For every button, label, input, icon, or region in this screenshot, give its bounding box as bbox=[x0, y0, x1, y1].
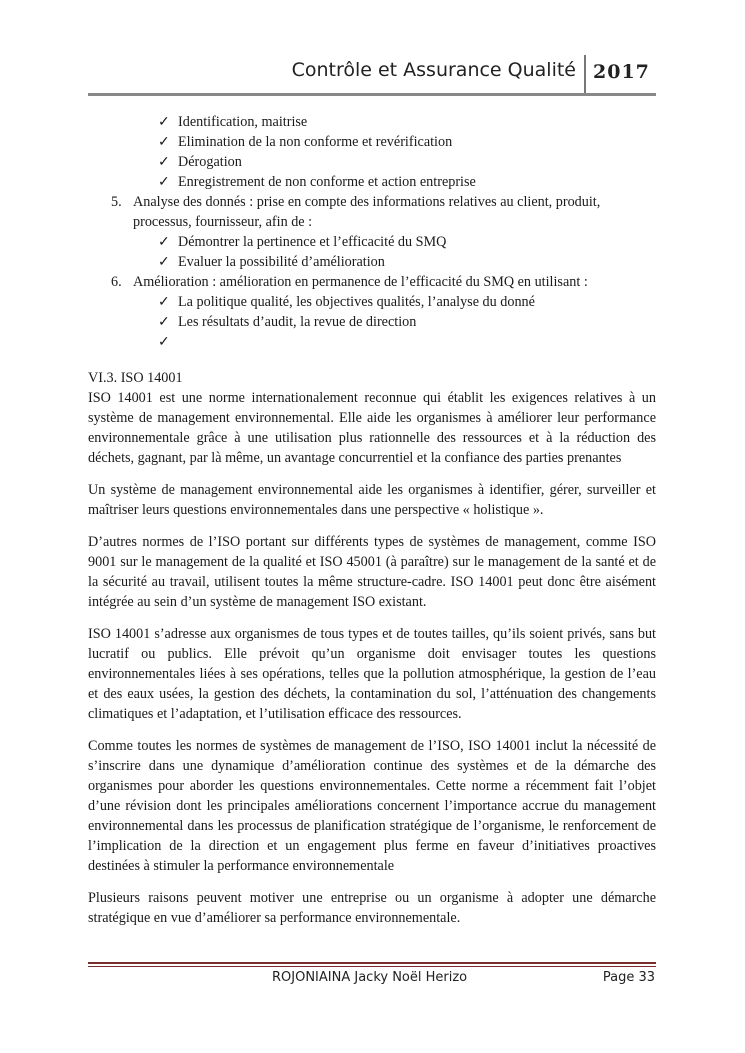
list-item bbox=[158, 232, 656, 252]
item-number: 5. bbox=[111, 194, 122, 210]
check-icon: ✓ bbox=[158, 314, 170, 330]
list-item bbox=[158, 292, 656, 312]
list-item bbox=[158, 152, 656, 172]
checklist-improvement bbox=[133, 292, 656, 352]
header-year: 2017 bbox=[593, 61, 650, 83]
paragraph: Comme toutes les normes de systèmes de management de l’ISO, ISO 14001 inclut la nécessité de s’inscrire dans une dynamique d’amélioration continue des systèmes et de la démarche des organismes pour aborder les questions environnementales. Cette norme a récemment fait l’objet d’une révision dont les principales améliorations concernent l’importance accrue du management environnemental dans les processus de planification stratégique de l’organisme, le renforcement de l’implication de la direction et un engagement plus ferme en faveur d’initiatives proactives destinées à stimuler la performance environnementale bbox=[88, 738, 656, 874]
footer-author: ROJONIAINA Jacky Noël Herizo bbox=[272, 970, 468, 985]
check-icon: ✓ bbox=[158, 334, 170, 350]
footer-rule-thin bbox=[88, 966, 656, 967]
check-icon: ✓ bbox=[158, 254, 170, 270]
check-icon: ✓ bbox=[158, 114, 170, 130]
list-item bbox=[158, 112, 656, 132]
list-item bbox=[158, 332, 656, 352]
item-number: 6. bbox=[111, 274, 122, 290]
numbered-item-5 bbox=[88, 192, 656, 272]
header-title: Contrôle et Assurance Qualité bbox=[291, 59, 576, 81]
paragraph: Un système de management environnemental aide les organismes à identifier, gérer, surveiller et maîtriser leurs questions environnementales dans une perspective « holistique ». bbox=[88, 482, 656, 518]
page-content bbox=[88, 112, 656, 940]
footer-rule bbox=[88, 962, 656, 964]
list-item-text: Démontrer la pertinence et l’efficacité du SMQ bbox=[178, 234, 447, 250]
checklist-analysis bbox=[133, 232, 656, 272]
check-icon: ✓ bbox=[158, 154, 170, 170]
section-title: VI.3. ISO 14001 bbox=[88, 370, 183, 386]
list-item-text: Enregistrement de non conforme et action entreprise bbox=[178, 174, 476, 190]
page-header bbox=[88, 55, 656, 95]
list-item-text: Elimination de la non conforme et revérification bbox=[178, 134, 453, 150]
check-icon: ✓ bbox=[158, 294, 170, 310]
header-rule bbox=[88, 93, 656, 96]
page-number: Page 33 bbox=[602, 970, 655, 985]
paragraph: Plusieurs raisons peuvent motiver une entreprise ou un organisme à adopter une démarche stratégique en vue d’améliorer sa performance environnementale. bbox=[88, 890, 656, 926]
list-item bbox=[158, 252, 656, 272]
list-item-text: Identification, maitrise bbox=[178, 114, 308, 130]
list-item-text: Dérogation bbox=[178, 154, 242, 170]
list-item bbox=[158, 132, 656, 152]
paragraph: D’autres normes de l’ISO portant sur différents types de systèmes de management, comme ISO 9001 sur le management de la qualité et ISO 45001 (à paraître) sur le management de la santé et de la sécurité au travail, utilisent toutes la même structure-cadre. ISO 14001 peut donc être aisément intégrée au sein d’un système de management ISO existant. bbox=[88, 534, 656, 610]
check-icon: ✓ bbox=[158, 134, 170, 150]
check-icon: ✓ bbox=[158, 234, 170, 250]
item-text: Amélioration : amélioration en permanence de l’efficacité du SMQ en utilisant : bbox=[133, 274, 588, 290]
checklist-nonconformity bbox=[88, 112, 656, 192]
check-icon: ✓ bbox=[158, 174, 170, 190]
list-item-text: Les résultats d’audit, la revue de direction bbox=[178, 314, 417, 330]
paragraph: ISO 14001 s’adresse aux organismes de tous types et de toutes tailles, qu’ils soient privés, sans but lucratif ou publics. Elle prévoit qu’un organisme doit envisager toutes les questions environnementales liées à ses opérations, telles que la pollution atmosphérique, la gestion de l’eau et des eaux usées, la gestion des déchets, la contamination du sol, l’atténuation des changements climatiques et l’adaptation, et l’utilisation efficace des ressources. bbox=[88, 626, 656, 722]
list-item bbox=[158, 312, 656, 332]
numbered-item-6 bbox=[88, 272, 656, 352]
list-item-text: Evaluer la possibilité d’amélioration bbox=[178, 254, 385, 270]
header-separator bbox=[584, 55, 586, 93]
list-item bbox=[158, 172, 656, 192]
paragraph: ISO 14001 est une norme internationalement reconnue qui établit les exigences relatives à un système de management environnemental. Elle aide les organismes à améliorer leur performance environnementale grâce à une utilisation plus rationnelle des ressources et à la réduction des déchets, gagnant, par là même, un avantage concurrentiel et la confiance des parties prenantes bbox=[88, 390, 656, 466]
list-item-text: La politique qualité, les objectives qualités, l’analyse du donné bbox=[178, 294, 535, 310]
item-text: Analyse des donnés : prise en compte des informations relatives au client, produit, processus, fournisseur, afin de : bbox=[133, 194, 601, 230]
